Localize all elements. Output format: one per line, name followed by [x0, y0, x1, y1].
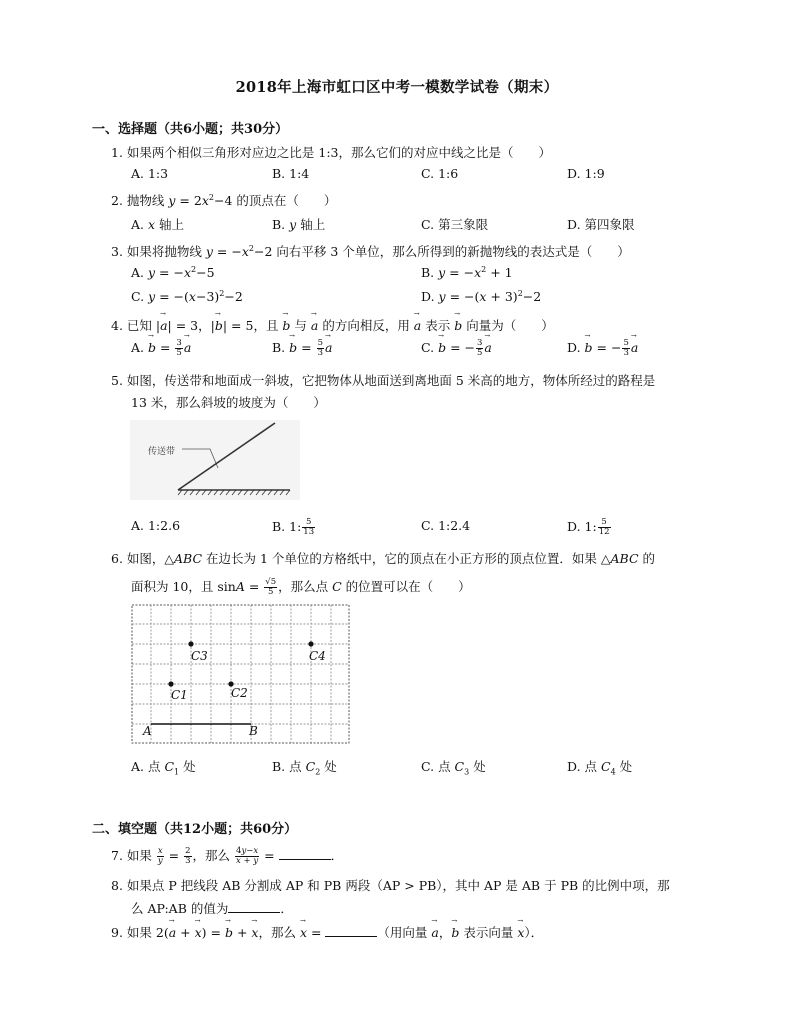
section-heading-fill: 二、填空题（共12小题；共60分）	[92, 822, 298, 837]
q4-option-c: C. → b = − $\frac{3}{5}$ → a	[421, 339, 492, 358]
q1-option-c: C. 1:6	[421, 166, 459, 181]
question-2-stem: 2. 抛物线 $y = 2x^2-4$ 的顶点在（ ）	[111, 192, 337, 208]
label-a: A	[143, 724, 152, 738]
q3-option-c: C. $y = -(x-3)^2-2$	[131, 289, 243, 305]
q4-option-d: D. → b = − $\frac{5}{3}$ → a	[567, 339, 638, 358]
question-8-line-2: 么 AP:AB 的值为 ．	[131, 901, 293, 916]
q4-option-b: B. → b = $\frac{5}{3}$ → a	[272, 339, 332, 358]
q2-option-a: A. x 轴上	[131, 217, 185, 232]
question-6-line-1: 6. 如图，△ABC 在边长为 1 个单位的方格纸中，它的顶点在小正方形的顶点位置．如果 △ABC 的	[111, 551, 655, 566]
q1-option-b: B. 1:4	[272, 166, 310, 181]
label-c2: C2	[231, 686, 248, 700]
question-3-stem: 3. 如果将抛物线 $y = -x^2-2$ 向右平移 3 个单位，那么所得到的新抛物线的表达式是（ ）	[111, 243, 630, 259]
label-c4: C4	[309, 649, 326, 663]
q4-option-a: A. → b = $\frac{3}{5}$ → a	[131, 339, 191, 358]
question-1-stem: 1. 如果两个相似三角形对应边之比是 1:3，那么它们的对应中线之比是（ ）	[111, 145, 551, 160]
q3-option-b: B. $y = -x^2 + 1$	[421, 265, 513, 281]
q1-option-d: D. 1:9	[567, 166, 605, 181]
grid-figure	[131, 604, 350, 744]
question-5-line-1: 5. 如图，传送带和地面成一斜坡，它把物体从地面送到离地面 5 米高的地方，物体所经过的路程是	[111, 373, 656, 388]
q5-option-c: C. 1:2.4	[421, 518, 471, 533]
question-9: 9. 如果 2(→ a + → x) = → b + → x，那么 → x = （用向量 → a，→ b 表示向量 → x）．	[111, 923, 543, 941]
section-heading-choice: 一、选择题（共6小题；共30分）	[92, 122, 289, 137]
q2-option-b: B. y 轴上	[272, 217, 326, 232]
label-b: B	[249, 724, 258, 738]
label-c1: C1	[171, 688, 188, 702]
label-c3: C3	[191, 649, 208, 663]
q5-option-b: B. 1: $\frac{5}{13}$	[272, 517, 315, 537]
conveyor-label: 传送带	[148, 447, 176, 457]
q2-option-c: C. 第三象限	[421, 217, 489, 232]
question-4-stem: 4. 已知 |→ a| = 3，|→ b| = 5，且 → b 与 → a 的方向相反，用 → a 表示 → b 向量为（ ）	[111, 316, 554, 334]
q5-option-a: A. 1:2.6	[131, 518, 181, 533]
conveyor-figure	[130, 420, 300, 500]
q1-option-a: A. 1:3	[131, 166, 169, 181]
q6-option-b: B. 点 $C_2$ 处	[272, 759, 337, 777]
q6-option-c: C. 点 $C_3$ 处	[421, 759, 486, 777]
q5-option-d: D. 1: $\frac{5}{12}$	[567, 517, 610, 537]
question-8-line-1: 8. 如果点 P 把线段 AB 分割成 AP 和 PB 两段（AP > PB），其中 AP 是 AB 于 PB 的比例中项，那	[111, 878, 670, 893]
q3-option-d: D. $y = -(x + 3)^2-2$	[421, 289, 542, 305]
question-5-line-2: 13 米，那么斜坡的坡度为（ ）	[131, 395, 326, 410]
q6-option-d: D. 点 $C_4$ 处	[567, 759, 633, 777]
question-7: 7. 如果 $\frac{x}{y}$ = $\frac{2}{3}$ ，那么 $\frac{4y-x}{x + y}$ = ．	[111, 846, 344, 866]
q2-option-d: D. 第四象限	[567, 217, 635, 232]
q6-option-a: A. 点 $C_1$ 处	[131, 759, 196, 777]
question-6-line-2: 面积为 10，且 sinA = $\frac{√5}{5}$ ，那么点 C 的位置可以在（ ）	[131, 577, 471, 597]
page-title: 2018年上海市虹口区中考一模数学试卷（期末）	[235, 79, 559, 96]
q3-option-a: A. $y = -x^2-5$	[131, 265, 215, 281]
